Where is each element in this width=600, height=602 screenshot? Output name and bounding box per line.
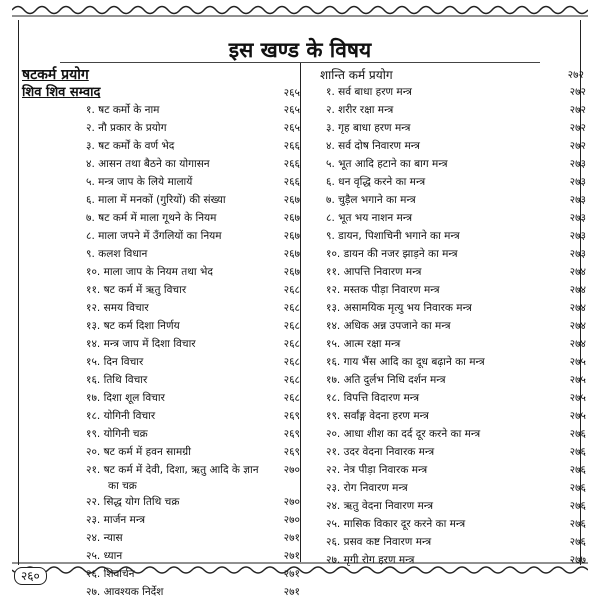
toc-entry-page: २७४ — [569, 266, 586, 278]
toc-entry — [306, 228, 588, 246]
toc-entry-page: २६६ — [283, 140, 300, 152]
toc-entry — [306, 138, 588, 156]
toc-entry-page: २७४ — [569, 338, 586, 350]
toc-entry-label: १. सर्व बाधा हरण मन्त्र — [326, 86, 412, 98]
toc-entry-page: २६८ — [283, 374, 300, 386]
section-title-shanti: शान्ति कर्म प्रयोग — [320, 68, 393, 82]
section-title-shatkarma: षटकर्म प्रयोग — [22, 67, 89, 83]
toc-entry-page: २७६ — [569, 428, 586, 440]
title-rule — [60, 62, 540, 63]
toc-entry-page: २७३ — [569, 230, 586, 242]
toc-entry-label: ११. आपत्ति निवारण मन्त्र — [326, 266, 422, 278]
toc-entry-page: २६८ — [283, 320, 300, 332]
toc-entry-label: ६. धन वृद्धि करने का मन्त्र — [326, 176, 426, 188]
toc-entry — [306, 534, 588, 552]
toc-entry — [22, 138, 304, 156]
toc-entry-page: २६७ — [283, 266, 300, 278]
toc-entry — [306, 498, 588, 516]
ornament-scroll-icon — [12, 562, 588, 576]
page-number: २६० — [14, 567, 47, 585]
toc-entry-page: २७४ — [569, 320, 586, 332]
toc-entry-label: २२. सिद्ध योग तिथि चक्र — [86, 496, 180, 508]
toc-entry-label: १. षट कर्मो के नाम — [86, 104, 160, 116]
toc-entry-page: २७० — [283, 496, 300, 508]
toc-entry-label: १३. असामयिक मृत्यु भय निवारक मन्त्र — [326, 302, 472, 314]
toc-entry-label: २४. ऋतु वेदना निवारण मन्त्र — [326, 500, 433, 512]
toc-entry — [22, 390, 304, 408]
toc-entry-label: ११. षट कर्म में ऋतु विचार — [86, 284, 187, 296]
section-page-shanti: २७२ — [567, 69, 584, 81]
toc-entry-label: १६. गाय भैंस आदि का दूध बढ़ाने का मन्त्र — [326, 356, 485, 368]
toc-entry — [22, 210, 304, 228]
toc-entry-page: २७१ — [283, 568, 300, 580]
toc-entry-label: ४. आसन तथा बैठने का योगासन — [86, 158, 210, 170]
section-row-shanti — [306, 66, 588, 84]
toc-entry-page: २७३ — [569, 194, 586, 206]
toc-entry-page: २७३ — [569, 158, 586, 170]
toc-entry-page: २७६ — [569, 500, 586, 512]
toc-entry-page: २७० — [283, 464, 300, 476]
toc-entry-label: २१. उदर वेदना निवारक मन्त्र — [326, 446, 435, 458]
toc-entry-label: २४. न्यास — [86, 532, 123, 544]
toc-entry — [22, 246, 304, 264]
toc-entry-label: २६. शिवार्चन — [86, 568, 135, 580]
toc-entry-page: २७५ — [569, 410, 586, 422]
toc-entry-page: २७४ — [569, 302, 586, 314]
toc-entry-label: २२. नेत्र पीड़ा निवारक मन्त्र — [326, 464, 428, 476]
toc-entry-label: २३. मार्जन मन्त्र — [86, 514, 146, 526]
toc-entry-page: २७६ — [569, 536, 586, 548]
toc-entry — [306, 480, 588, 498]
toc-entry-page: २६८ — [283, 302, 300, 314]
toc-entry-label: १४. अधिक अन्न उपजाने का मन्त्र — [326, 320, 451, 332]
toc-entry-label: १७. अति दुर्लभ निधि दर्शन मन्त्र — [326, 374, 446, 386]
toc-entry — [22, 336, 304, 354]
toc-entry-page: २६७ — [283, 248, 300, 260]
toc-entry-label: ४. सर्व दोष निवारण मन्त्र — [326, 140, 420, 152]
toc-entry-label: १२. समय विचार — [86, 302, 149, 314]
toc-entry-label: १४. मन्त्र जाप में दिशा विचार — [86, 338, 196, 350]
toc-entry-page: २६५ — [283, 104, 300, 116]
toc-entry — [306, 120, 588, 138]
toc-entry — [306, 318, 588, 336]
toc-entry-page: २६९ — [283, 410, 300, 422]
toc-entry — [22, 530, 304, 548]
toc-entry-page: २७५ — [569, 356, 586, 368]
toc-entry-page: २७४ — [569, 284, 586, 296]
toc-entry-label: २. शरीर रक्षा मन्त्र — [326, 104, 394, 116]
toc-entry — [306, 444, 588, 462]
toc-entry-page: २६९ — [283, 428, 300, 440]
toc-entry-label: २६. प्रसव कष्ट निवारण मन्त्र — [326, 536, 432, 548]
toc-entry — [22, 318, 304, 336]
toc-entry-label: २१. षट कर्म में देवी, दिशा, ऋतु आदि के ज्ञान का चक्र — [86, 464, 259, 492]
toc-entry — [306, 300, 588, 318]
subsection-row — [22, 84, 304, 102]
toc-entry-label: ३. षट कर्मों के वर्ण भेद — [86, 140, 175, 152]
toc-entry-page: २७३ — [569, 248, 586, 260]
toc-entry — [306, 246, 588, 264]
toc-entry-page: २७५ — [569, 374, 586, 386]
toc-entry — [22, 372, 304, 390]
toc-entry-label: २०. षट कर्म में हवन सामग्री — [86, 446, 191, 458]
toc-entry-label: २. नौ प्रकार के प्रयोग — [86, 122, 167, 134]
toc-entry — [306, 516, 588, 534]
toc-entry-label: ९. डायन, पिशाचिनी भगाने का मन्त्र — [326, 230, 460, 242]
toc-entry — [22, 192, 304, 210]
toc-entry — [306, 156, 588, 174]
toc-entry-page: २६८ — [283, 392, 300, 404]
toc-entry-page: २७३ — [569, 176, 586, 188]
toc-entry-label: २५. ध्यान — [86, 550, 123, 562]
toc-entry-label: ८. भूत भय नाशन मन्त्र — [326, 212, 412, 224]
toc-entry — [22, 444, 304, 462]
toc-entry — [306, 390, 588, 408]
right-entries-list — [306, 84, 588, 570]
toc-entry-page: २७६ — [569, 482, 586, 494]
toc-entry — [22, 228, 304, 246]
toc-entry-label: १५. दिन विचार — [86, 356, 144, 368]
toc-entry — [306, 462, 588, 480]
right-column — [306, 66, 588, 570]
toc-entry — [306, 192, 588, 210]
toc-entry — [22, 174, 304, 192]
toc-entry-page: २६८ — [283, 338, 300, 350]
toc-entry-label: २०. आधा शीश का दर्द दूर करने का मन्त्र — [326, 428, 481, 440]
toc-entry — [306, 264, 588, 282]
toc-entry-label: १९. योगिनी चक्र — [86, 428, 148, 440]
toc-entry-page: २६६ — [283, 158, 300, 170]
toc-entry-label: २७. आवश्यक निर्देश — [86, 586, 164, 598]
toc-entry-page: २६८ — [283, 356, 300, 368]
toc-entry-page: २७२ — [569, 104, 586, 116]
toc-entry-page: २७० — [283, 514, 300, 526]
toc-entry — [22, 300, 304, 318]
ornamental-border-bottom — [12, 562, 588, 576]
toc-entry — [22, 426, 304, 444]
toc-entry — [306, 372, 588, 390]
toc-entry-label: १८. योगिनी विचार — [86, 410, 156, 422]
toc-entry-label: ७. षट कर्म में माला गूथने के नियम — [86, 212, 217, 224]
toc-entry-page: २७१ — [283, 586, 300, 598]
toc-entry — [22, 282, 304, 300]
toc-entry — [22, 462, 304, 494]
toc-entry-page: २७३ — [569, 212, 586, 224]
toc-entry — [306, 282, 588, 300]
toc-entry-page: २७६ — [569, 446, 586, 458]
toc-entry — [306, 84, 588, 102]
toc-entry-page: २६८ — [283, 284, 300, 296]
toc-entry-label: ६. माला में मनकों (गुरियों) की संख्या — [86, 194, 226, 206]
toc-entry-page: २७२ — [569, 140, 586, 152]
left-border-line — [18, 20, 19, 565]
toc-entry-page: २७२ — [569, 122, 586, 134]
toc-entry-label: १३. षट कर्म दिशा निर्णय — [86, 320, 180, 332]
toc-entry — [306, 354, 588, 372]
toc-entry — [22, 102, 304, 120]
toc-entry-label: १२. मस्तक पीड़ा निवारण मन्त्र — [326, 284, 440, 296]
toc-entry — [22, 584, 304, 602]
page-title: इस खण्ड के विषय — [228, 38, 372, 62]
toc-entry — [22, 494, 304, 512]
toc-entry-label: ७. चुड़ैल भगाने का मन्त्र — [326, 194, 416, 206]
toc-entry-page: २६९ — [283, 446, 300, 458]
toc-entry-label: १७. दिशा शूल विचार — [86, 392, 165, 404]
toc-entry-label: २३. रोग निवारण मन्त्र — [326, 482, 408, 494]
toc-entry-page: २६७ — [283, 212, 300, 224]
toc-entry-label: ८. माला जपने में उँगलियों का नियम — [86, 230, 222, 242]
toc-entry — [306, 174, 588, 192]
toc-entry-page: २६७ — [283, 194, 300, 206]
toc-entry — [306, 426, 588, 444]
toc-entry-page: २७६ — [569, 518, 586, 530]
toc-entry-page: २७७ — [569, 554, 586, 566]
toc-entry-page: २७१ — [283, 550, 300, 562]
toc-entry-label: २७. मृगी रोग हरण मन्त्र — [326, 554, 415, 566]
subsection-title: शिव शिव सम्वाद — [22, 85, 101, 100]
ornamental-border-top — [12, 3, 588, 17]
toc-entry-label: १०. डायन की नजर झाड़ने का मन्त्र — [326, 248, 458, 260]
left-entries-list — [22, 102, 304, 602]
left-column — [22, 66, 304, 602]
toc-entry-label: १०. माला जाप के नियम तथा भेद — [86, 266, 213, 278]
toc-entry-label: ९. कलश विधान — [86, 248, 148, 260]
toc-entry-label: १८. विपत्ति विदारण मन्त्र — [326, 392, 419, 404]
toc-entry-label: १६. तिथि विचार — [86, 374, 148, 386]
toc-entry-label: २५. मासिक विकार दूर करने का मन्त्र — [326, 518, 466, 530]
toc-entry — [22, 512, 304, 530]
subsection-page: २६५ — [283, 87, 300, 99]
toc-entry-label: ५. मन्त्र जाप के लिये मालायें — [86, 176, 193, 188]
toc-entry-page: २६७ — [283, 230, 300, 242]
toc-entry-label: १९. सर्वांङ्ग वेदना हरण मन्त्र — [326, 410, 429, 422]
toc-entry-label: १५. आत्म रक्षा मन्त्र — [326, 338, 401, 350]
toc-entry-page: २७१ — [283, 532, 300, 544]
toc-entry-page: २७५ — [569, 392, 586, 404]
toc-entry — [22, 120, 304, 138]
toc-entry-page: २६६ — [283, 176, 300, 188]
toc-entry-page: २७६ — [569, 464, 586, 476]
toc-entry-label: ५. भूत आदि हटाने का बाग मन्त्र — [326, 158, 448, 170]
toc-entry — [306, 336, 588, 354]
toc-entry-page: २७२ — [569, 86, 586, 98]
toc-entry — [22, 156, 304, 174]
toc-entry — [22, 264, 304, 282]
toc-entry-label: ३. गृह बाधा हरण मन्त्र — [326, 122, 411, 134]
toc-entry — [306, 210, 588, 228]
toc-entry — [306, 408, 588, 426]
toc-entry — [306, 102, 588, 120]
toc-entry — [22, 408, 304, 426]
ornament-scroll-icon — [12, 3, 588, 17]
toc-entry — [22, 354, 304, 372]
toc-entry-page: २६५ — [283, 122, 300, 134]
